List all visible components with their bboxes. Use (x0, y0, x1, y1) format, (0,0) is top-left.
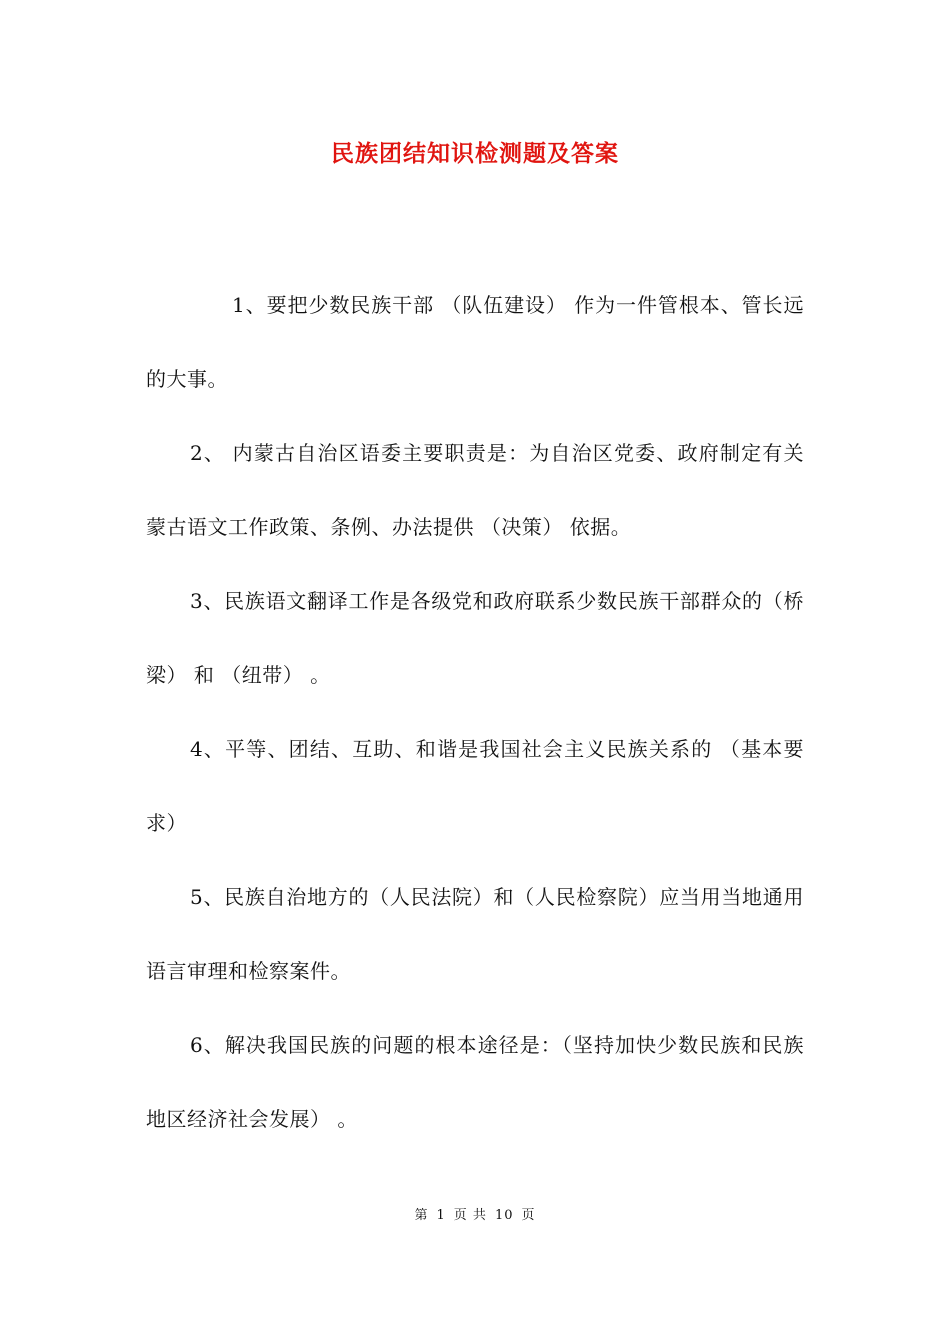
page-footer (0, 1206, 950, 1226)
document-title: 民族团结知识检测题及答案 (331, 140, 619, 167)
question-1: 1、要把少数民族干部 （队伍建设） 作为一件管根本、管长远的大事。 (146, 293, 804, 391)
footer-current-page: 1 (436, 1208, 446, 1223)
footer-suffix: 页 (521, 1208, 536, 1223)
question-2: 2、 内蒙古自治区语委主要职责是：为自治区党委、政府制定有关蒙古语文工作政策、条例、办法提供 （决策） 依据。 (146, 441, 804, 539)
question-3: 3、民族语文翻译工作是各级党和政府联系少数民族干部群众的（桥梁） 和 （纽带） 。 (146, 589, 804, 687)
footer-total-pages: 10 (494, 1208, 514, 1223)
footer-middle: 页 共 (453, 1208, 487, 1223)
question-4: 4、平等、团结、互助、和谐是我国社会主义民族关系的 （基本要求） (146, 737, 804, 835)
footer-prefix: 第 (414, 1208, 429, 1223)
document-body (146, 268, 804, 1156)
question-6: 6、解决我国民族的问题的根本途径是：（坚持加快少数民族和民族地区经济社会发展） 。 (146, 1033, 804, 1131)
question-5: 5、民族自治地方的（人民法院）和（人民检察院）应当用当地通用语言审理和检察案件。 (146, 885, 804, 983)
